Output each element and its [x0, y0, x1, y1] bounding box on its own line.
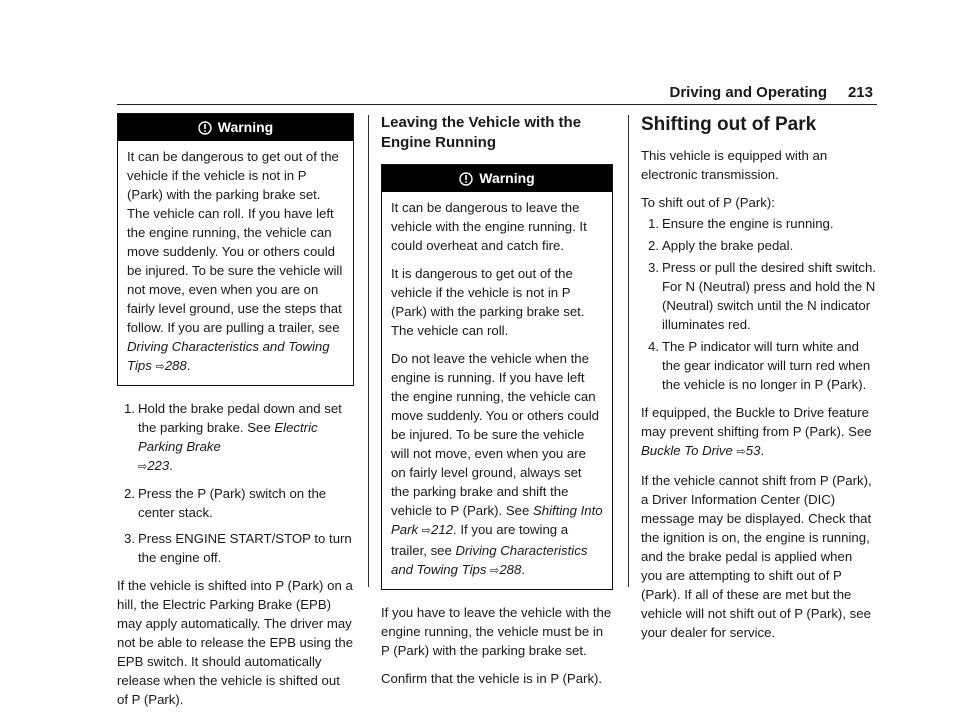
- list-item: 1. Ensure the engine is running.: [648, 216, 834, 231]
- list-item: 3. Press ENGINE START/STOP to turn the engine off.: [124, 531, 352, 565]
- column-divider: [368, 115, 369, 587]
- list-item: 1. Hold the brake pedal down and set the parking brake. See Electric Parking Brake ⇨223.: [117, 399, 354, 477]
- warning-icon: [198, 121, 212, 135]
- warning-box: [117, 113, 354, 386]
- cross-reference-page[interactable]: 288: [499, 562, 522, 577]
- paragraph: Confirm that the vehicle is in P (Park).: [381, 671, 603, 686]
- warning-text: It can be dangerous to get out of the vehicle if the vehicle is not in P (Park) with the parking brake set. The vehicle can roll. If you have left the engine running, the vehicle can move suddenly. You or others could be injured. To be sure the vehicle will not move, even when you are on fairly level ground, use the steps that follow. If you are pulling a trailer, see Driving Characteristics and Towing Tips ⇨288.: [118, 141, 353, 385]
- warning-header: [382, 165, 612, 192]
- cross-reference-page[interactable]: 288: [164, 358, 187, 373]
- paragraph: If the vehicle cannot shift from P (Park), a Driver Information Center (DIC) message may be displayed. Check that the ignition is on, the engine is running, and the brake pedal is applied when you are attempting to shift out of P (Park). If all of these are met but the vehicle will not shift out of P (Park), see your dealer for service.: [641, 473, 872, 640]
- paragraph: If the vehicle is shifted into P (Park) on a hill, the Electric Parking Brake (EPB) may apply automatically. The driver may not be able to release the EPB using the EPB switch. It should automatically release when the vehicle is shifted out of P (Park).: [117, 578, 354, 707]
- column-middle: [381, 113, 613, 697]
- page-ref-arrow-icon: ⇨: [421, 525, 432, 537]
- list-item: 2. Apply the brake pedal.: [648, 238, 794, 253]
- column-divider: [628, 115, 629, 587]
- cross-reference-link[interactable]: Shifting Into Park: [391, 503, 603, 537]
- page-ref-arrow-icon: ⇨: [138, 461, 148, 473]
- paragraph: To shift out of P (Park):: [641, 195, 775, 210]
- paragraph: If you have to leave the vehicle with the engine running, the vehicle must be in P (Park) with the parking brake set.: [381, 605, 612, 658]
- page-number: 213: [847, 84, 873, 101]
- steps-list: [117, 399, 354, 567]
- page-ref-arrow-icon: ⇨: [155, 361, 165, 373]
- warning-header: [118, 114, 353, 141]
- page-ref-arrow-icon: ⇨: [736, 446, 746, 458]
- list-item: 2. Press the P (Park) switch on the center stack.: [124, 486, 327, 520]
- column-left: [117, 113, 354, 718]
- paragraph: If equipped, the Buckle to Drive feature may prevent shifting from P (Park). See Buckle To Drive ⇨53.: [641, 403, 877, 462]
- page-header: [117, 84, 877, 105]
- list-item: 4. The P indicator will turn white and the gear indicator will turn red when the vehicle is no longer in P (Park).: [648, 339, 871, 392]
- page-ref-arrow-icon: ⇨: [490, 565, 500, 577]
- section-title: Driving and Operating: [669, 84, 827, 101]
- cross-reference-page[interactable]: 223: [147, 458, 170, 473]
- column-right: [641, 113, 877, 651]
- paragraph: This vehicle is equipped with an electronic transmission.: [641, 148, 828, 182]
- warning-label: Warning: [479, 170, 535, 186]
- warning-icon: [459, 172, 473, 186]
- list-item: 3. Press or pull the desired shift switch. For N (Neutral) press and hold the N (Neutral) switch until the N indicator illuminates red.: [648, 260, 877, 332]
- cross-reference-link[interactable]: Driving Characteristics and Towing Tips: [391, 543, 588, 577]
- cross-reference-link[interactable]: Buckle To Drive: [641, 443, 733, 458]
- warning-text: It can be dangerous to leave the vehicle with the engine running. It could overheat and catch fire. It is dangerous to get out of the vehicle if the vehicle is not in P (Park) with the parking brake set. The vehicle can roll. Do not leave the vehicle when the engine is running. If you have left the engine running, the vehicle can move suddenly. You or others could be injured. To be sure the vehicle will not move, even when you are on fairly level ground, always set the parking brake and shift the vehicle to P (Park). See Shifting Into Park ⇨212. If you are towing a trailer, see Driving Characteristics and Towing Tips ⇨288.: [382, 192, 612, 589]
- section-heading: Leaving the Vehicle with the Engine Running: [381, 114, 582, 151]
- section-title-main: Shifting out of Park: [641, 114, 817, 135]
- cross-reference-page[interactable]: 212: [431, 522, 454, 537]
- cross-reference-link[interactable]: Driving Characteristics and Towing Tips: [127, 339, 330, 373]
- warning-label: Warning: [217, 119, 274, 135]
- cross-reference-link[interactable]: Electric Parking Brake: [138, 420, 318, 454]
- cross-reference-page[interactable]: 53: [745, 443, 761, 458]
- steps-list: [641, 214, 877, 394]
- warning-box: [381, 164, 613, 590]
